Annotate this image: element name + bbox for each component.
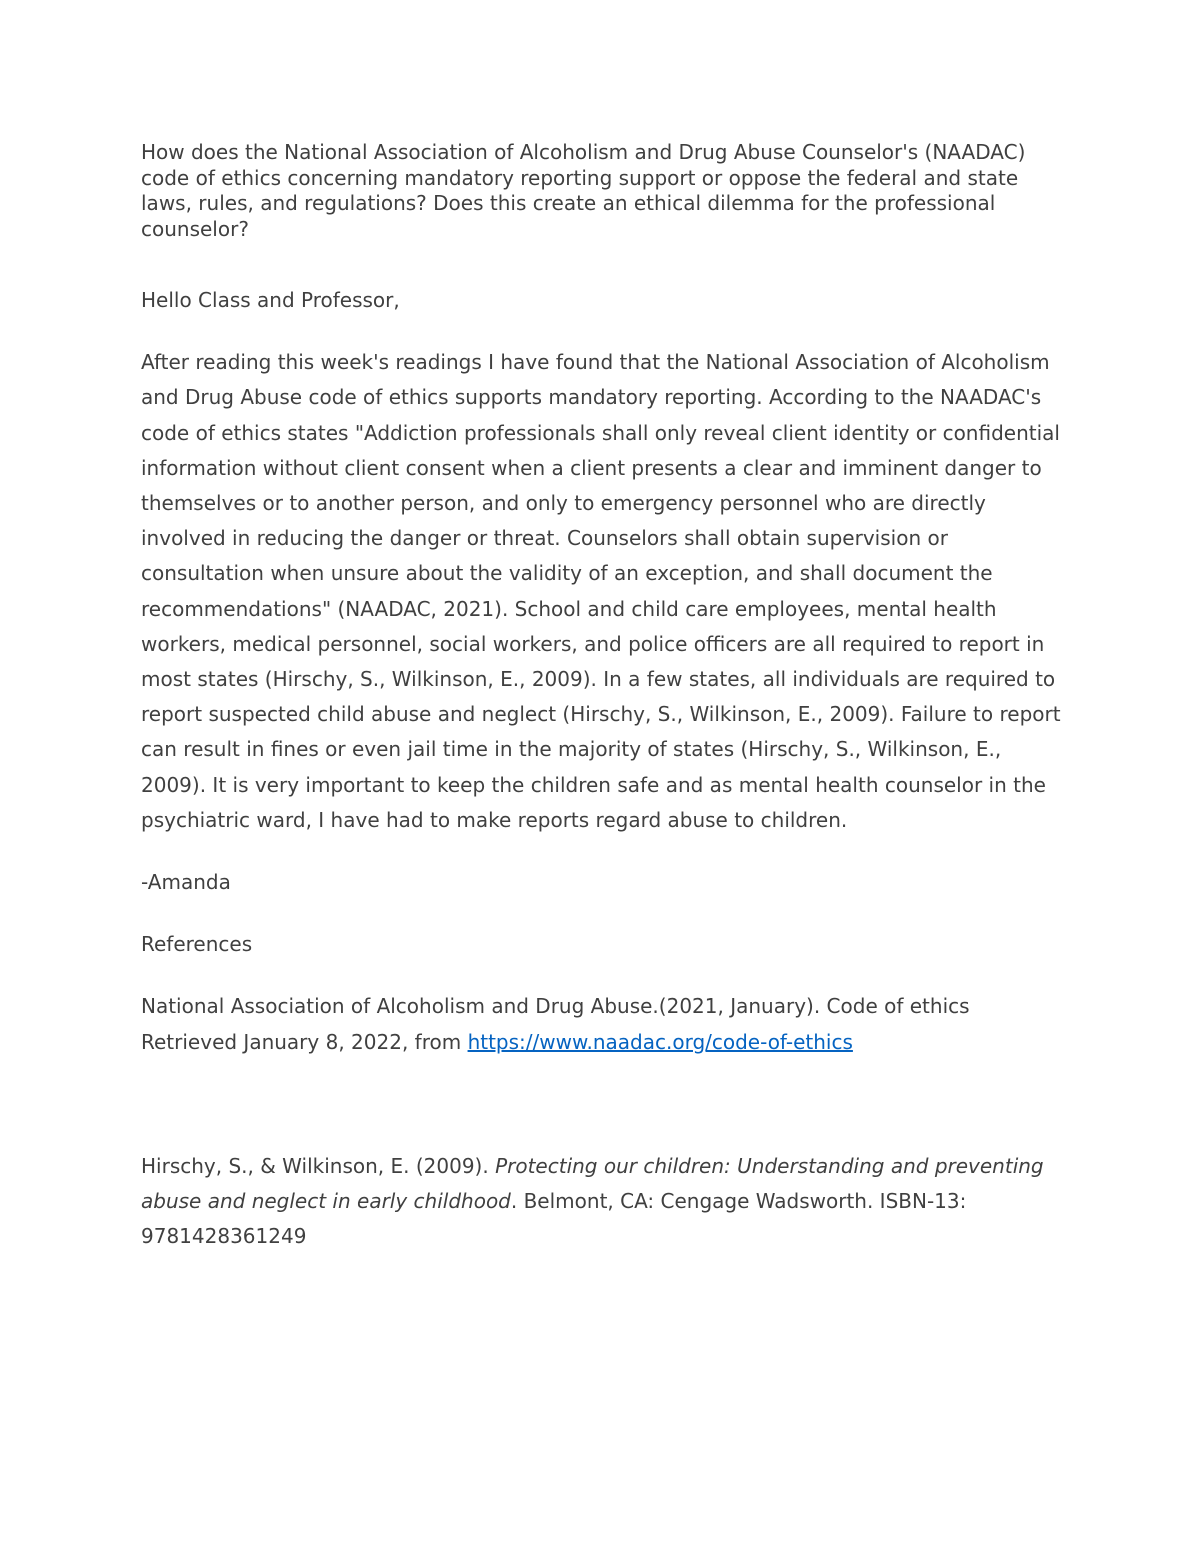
document-page — [141, 140, 1061, 1254]
reference-hirschy-title: Protecting our children: Understanding and preventing abuse and neglect in early childhood — [141, 1153, 1044, 1214]
signature: -Amanda — [141, 870, 231, 895]
reference-hirschy-publisher: . Belmont, CA: Cengage Wadsworth. ISBN-13: 9781428361249 — [141, 1189, 967, 1249]
reference-hirschy-authors: Hirschy, S., & Wilkinson, E. (2009). — [141, 1153, 496, 1178]
reference-naadac-text: National Association of Alcoholism and Drug Abuse.(2021, January). Code of ethics Retrieved January 8, 2022, from — [141, 994, 970, 1054]
naadac-code-of-ethics-link[interactable]: https://www.naadac.org/code-of-ethics — [467, 1029, 853, 1054]
response-body: After reading this week's readings I have found that the National Association of Alcoholism and Drug Abuse code of ethics supports mandatory reporting. According to the NAADAC's code of ethics states "Addiction professionals shall only reveal client identity or confidential information without client consent when a client presents a clear and imminent danger to themselves or to another person, and only to emergency personnel who are directly involved in reducing the danger or threat. Counselors shall obtain supervision or consultation when unsure about the validity of an exception, and shall document the recommendations" (NAADAC, 2021). School and child care employees, mental health workers, medical personnel, social workers, and police officers are all required to report in most states (Hirschy, S., Wilkinson, E., 2009). In a few states, all individuals are required to report suspected child abuse and neglect (Hirschy, S., Wilkinson, E., 2009). Failure to report can result in fines or even jail time in the majority of states (Hirschy, S., Wilkinson, E., 2009). It is very important to keep the children safe and as mental health counselor in the psychiatric ward, I have had to make reports regard abuse to children. — [141, 350, 1061, 832]
references-heading: References — [141, 932, 253, 957]
discussion-question: How does the National Association of Alcoholism and Drug Abuse Counselor's (NAADAC) code of ethics concerning mandatory reporting support or oppose the federal and state laws, rules, and regulations? Does this create an ethical dilemma for the professional counselor? — [141, 140, 1026, 241]
reference-naadac — [141, 989, 1061, 1059]
greeting: Hello Class and Professor, — [141, 288, 400, 312]
reference-hirschy — [141, 1149, 1061, 1255]
